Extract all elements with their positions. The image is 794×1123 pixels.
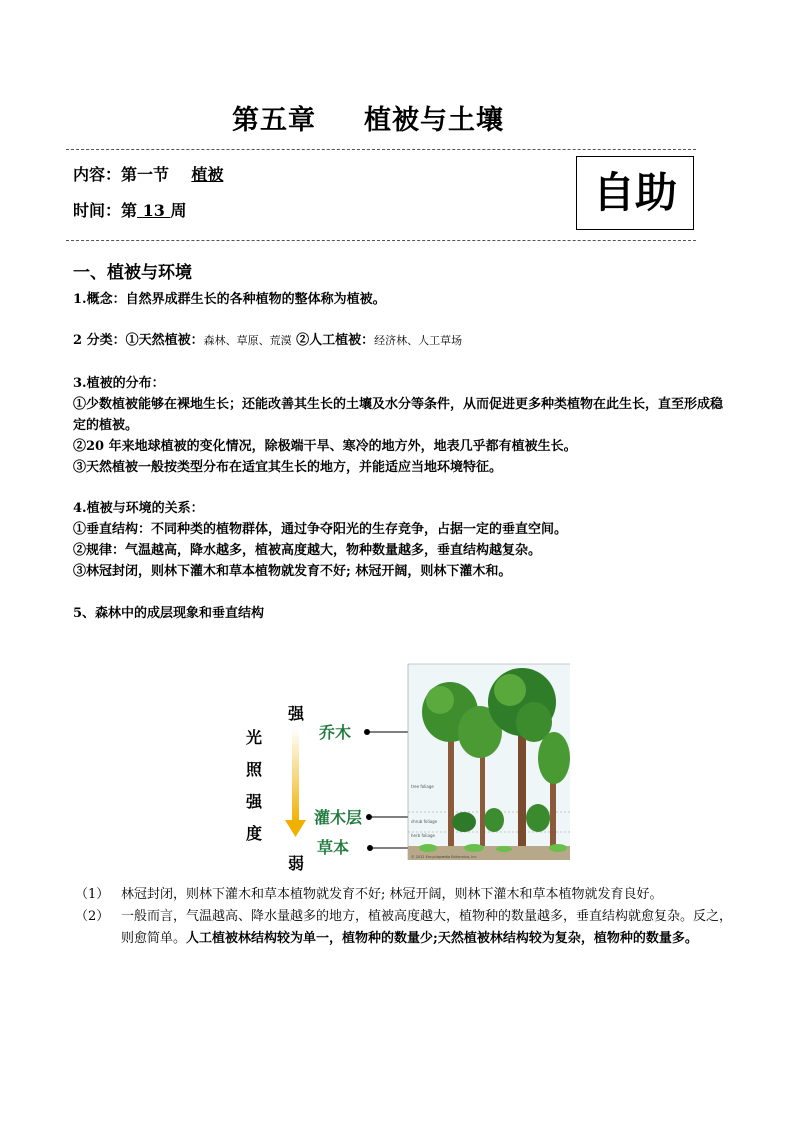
classification-paragraph [73,330,733,351]
axis-char-2: 照 [245,762,263,779]
axis-char-3: 强 [245,794,263,811]
bottom-divider [66,240,696,241]
distribution-item-1: ①少数植被能够在裸地生长；还能改善其生长的土壤及水分等条件，从而促进更多种类植物在此生长，直至形成稳定的植被。 [73,397,724,433]
forest-diagram [232,662,572,873]
section-heading: 一、植被与环境 [73,263,192,283]
page-title [0,98,736,137]
note-2 [75,906,735,976]
note-2-text-b: 人工植被林结构较为单一，植物种的数量少;天然植被林结构较为复杂，植物种的数量多。 [186,931,698,946]
week-suffix: 周 [170,201,187,220]
forest-illustration [408,664,570,860]
chapter-number: 第五章 [232,105,316,136]
artificial-vegetation-items: 经济林、人工草场 [374,334,463,347]
relation-item-2: ②规律：气温越高，降水越多，植被高度越大，物种数量越多，垂直结构越复杂。 [73,543,542,558]
light-gradient-bar [292,728,299,824]
self-study-box: 自助 [576,156,694,230]
axis-char-4: 度 [245,826,263,843]
copyright-caption: © 2012 Encyclopædia Britannica, Inc. [411,855,478,859]
note-2-text-a: 一般而言，气温越高、降水量越多的地方，植被高度越大，植物种的数量越多，垂直结构就愈复杂。反之，则愈简单。 [121,909,733,946]
time-label: 时间： [73,201,122,220]
chapter-topic: 植被与土壤 [364,105,504,136]
relation-item-3: ③林冠封闭，则林下灌木和草本植物就发育不好; 林冠开阔，则林下灌木和。 [73,564,512,579]
layering-heading: 5、森林中的成层现象和垂直结构 [73,606,265,621]
distribution-item-3: ③天然植被一般按类型分布在适宜其生长的地方，并能适应当地环境特征。 [73,460,503,475]
note-2-number: （2） [75,909,110,924]
strong-label: 强 [287,706,305,723]
section-number: 第一节 [121,165,170,184]
distribution-item-2: ②20 年来地球植被的变化情况，除极端干旱、寒冷的地方外，地表几乎都有植被生长。 [73,439,577,454]
distribution-block [73,373,733,478]
forest-layering-figure [232,662,572,873]
shrub-layer-label: 灌木层 [314,810,363,827]
shrub-foliage-caption: shrub foliage [411,819,438,824]
top-divider [66,149,696,150]
time-line [73,198,186,221]
note-2-text [121,906,733,950]
natural-vegetation-label: 2 分类：①天然植被： [73,333,204,348]
week-number: 13 [142,201,165,220]
natural-vegetation-items: 森林、草原、荒漠 [203,334,292,347]
weak-label: 弱 [287,856,305,873]
note-1-number: （1） [75,887,110,902]
herb-foliage-caption: herb foliage [411,833,435,838]
relation-item-1: ①垂直结构：不同种类的植物群体，通过争夺阳光的生存竞争，占据一定的垂直空间。 [73,522,568,537]
content-line [73,162,223,185]
tree-layer-label: 乔木 [319,725,352,742]
relation-block [73,498,733,582]
note-1 [75,884,735,908]
note-1-text: 林冠封闭，则林下灌木和草本植物就发育不好; 林冠开阔，则林下灌木和草本植物就发育良好。 [121,887,663,902]
week-prefix: 第 [121,201,138,220]
tree-foliage-caption: tree foliage [411,784,434,789]
down-arrow-icon [285,820,306,837]
herb-layer-label: 草本 [317,840,350,857]
section-name: 植被 [191,165,224,184]
artificial-vegetation-label: ②人工植被： [291,333,375,348]
concept-paragraph: 1.概念：自然界成群生长的各种植物的整体称为植被。 [73,292,386,307]
content-label: 内容： [73,165,122,184]
axis-char-1: 光 [245,730,263,747]
distribution-heading: 3.植被的分布： [73,376,165,391]
relation-heading: 4.植被与环境的关系： [73,501,204,516]
